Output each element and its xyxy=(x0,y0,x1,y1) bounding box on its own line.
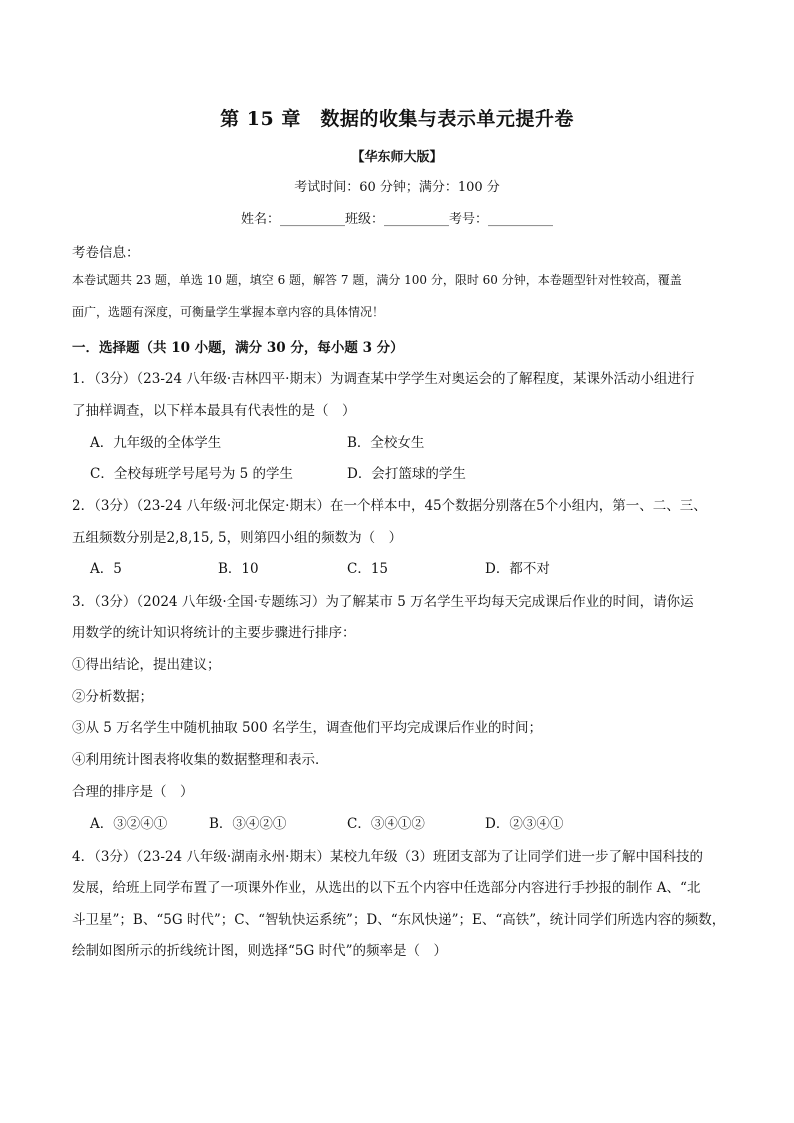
q3-step-3: ③从 5 万名学生中随机抽取 500 名学生，调查他们平均完成课后作业的时间； xyxy=(72,720,543,736)
q3-step-2: ②分析数据； xyxy=(72,689,153,705)
q4-line-3: 斗卫星”；B、“5G 时代”；C、“智轨快运系统”；D、“东风快递”；E、“高铁”，统计同学们所选内容的频数， xyxy=(72,912,726,928)
student-info-line: 姓名：__________班级：__________考号：__________ xyxy=(240,212,553,227)
q3-step-4: ④利用统计图表将收集的数据整理和表示． xyxy=(72,752,329,768)
q1-option-d: D．会打篮球的学生 xyxy=(347,466,466,482)
q3-line-1: 3．（3分）（2024 八年级·全国·专题练习）为了解某市 5 万名学生平均每天完成课后作业的时间，请你运 xyxy=(72,594,694,610)
q2-option-a: A．5 xyxy=(90,561,122,577)
q2-line-2: 五组频数分别是2,8,15, 5，则第四小组的频数为（ ） xyxy=(72,530,403,546)
exam-time: 考试时间：60 分钟；满分：100 分 xyxy=(294,180,500,195)
q1-option-b: B．全校女生 xyxy=(347,435,425,451)
exam-info-line-1: 本卷试题共 23 题，单选 10 题，填空 6 题，解答 7 题，满分 100 分，限时 60 分钟，本卷题型针对性较高，覆盖 xyxy=(72,273,682,287)
exam-info-line-2: 面广，选题有深度，可衡量学生掌握本章内容的具体情况！ xyxy=(72,305,385,319)
q3-prompt: 合理的排序是（ ） xyxy=(72,784,194,800)
edition-label: 【华东师大版】 xyxy=(351,150,443,165)
q1-option-a: A．九年级的全体学生 xyxy=(90,435,222,451)
q4-line-2: 发展，给班上同学布置了一项课外作业，从选出的以下五个内容中任选部分内容进行手抄报的制作 A、“北 xyxy=(72,880,701,896)
q4-line-1: 4．（3分）（23-24 八年级·湖南永州·期末）某校九年级（3）班团支部为了让同学们进一步了解中国科技的 xyxy=(72,849,704,865)
q2-option-c: C．15 xyxy=(347,561,389,577)
q2-line-1: 2．（3分）（23-24 八年级·河北保定·期末）在一个样本中，45个数据分别落在5个小组内，第一、二、三、 xyxy=(72,498,707,514)
q2-option-b: B．10 xyxy=(218,561,259,577)
section-heading: 一．选择题（共 10 小题，满分 30 分，每小题 3 分） xyxy=(72,340,404,356)
q3-step-1: ①得出结论，提出建议； xyxy=(72,657,221,673)
q3-line-2: 用数学的统计知识将统计的主要步骤进行排序： xyxy=(72,625,356,641)
q1-line-2: 了抽样调查，以下样本最具有代表性的是（ ） xyxy=(72,403,356,419)
q2-option-d: D．都不对 xyxy=(485,561,550,577)
q3-option-d: D．②③④① xyxy=(485,816,564,832)
page-title: 第 15 章 数据的收集与表示单元提升卷 xyxy=(220,108,574,130)
q3-option-b: B．③④②① xyxy=(209,816,287,832)
q1-line-1: 1．（3分）（23-24 八年级·吉林四平·期末）为调查某中学学生对奥运会的了解程度，某课外活动小组进行 xyxy=(72,371,695,387)
q3-option-c: C．③④①② xyxy=(347,816,425,832)
q1-option-c: C．全校每班学号尾号为 5 的学生 xyxy=(90,466,294,482)
exam-info-heading: 考卷信息： xyxy=(72,245,140,261)
q3-option-a: A．③②④① xyxy=(90,816,168,832)
q4-line-4: 绘制如图所示的折线统计图，则选择“5G 时代”的频率是（ ） xyxy=(72,943,447,959)
